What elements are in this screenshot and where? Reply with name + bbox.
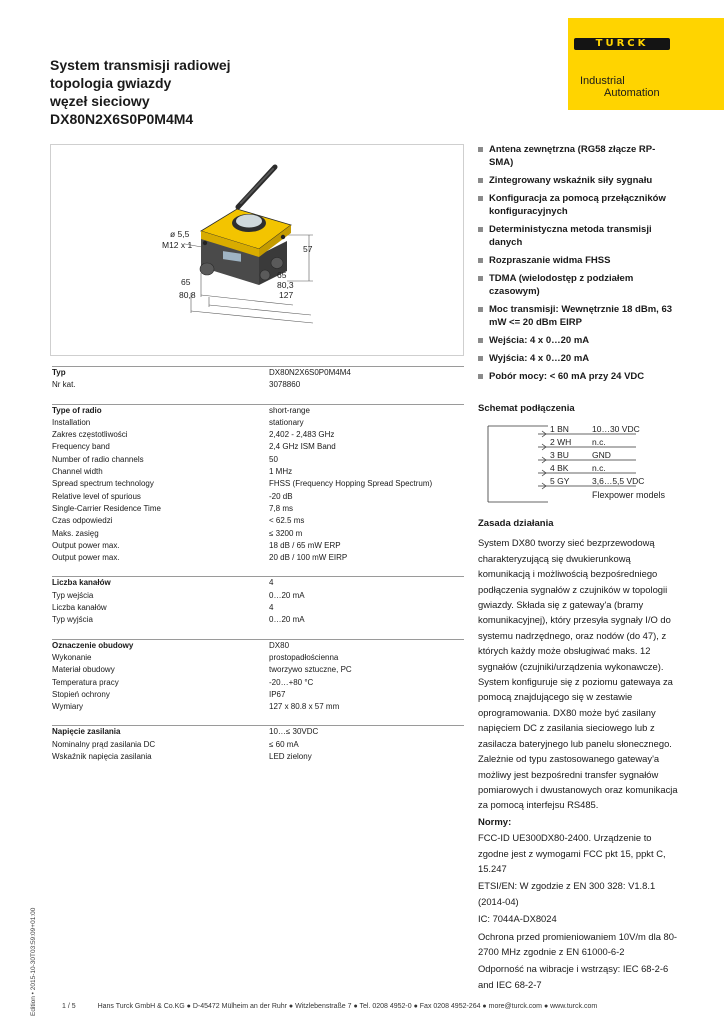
- spec-label: Type of radio: [52, 405, 102, 415]
- spec-label: Temperatura pracy: [52, 677, 119, 687]
- spec-value: 127 x 80.8 x 57 mm: [269, 702, 340, 712]
- dim-65-right: 65: [277, 270, 287, 280]
- spec-label: Typ: [52, 368, 66, 377]
- spec-value: stationary: [269, 417, 304, 427]
- spec-label: Czas odpowiedzi: [52, 516, 113, 526]
- spec-group: [52, 576, 464, 626]
- product-image: [51, 145, 464, 356]
- pin-label: 2 WH: [550, 437, 572, 447]
- pin-signal: n.c.: [592, 437, 606, 447]
- spec-label: Frequency band: [52, 442, 110, 452]
- spec-value: 2,402 - 2,483 GHz: [269, 430, 335, 440]
- spec-label: Output power max.: [52, 553, 120, 563]
- spec-row: [52, 515, 464, 527]
- spec-value: 18 dB / 65 mW ERP: [269, 540, 341, 550]
- spec-row: [52, 417, 464, 429]
- pin-signal: n.c.: [592, 463, 606, 473]
- norms-title: Normy:: [478, 816, 512, 828]
- spec-row: [52, 367, 464, 379]
- spec-value: tworzywo sztuczne, PC: [269, 665, 352, 675]
- spec-group: [52, 639, 464, 714]
- dim-80-8: 80,8: [179, 290, 196, 300]
- product-title: [50, 56, 370, 128]
- spec-value: 4: [269, 578, 274, 588]
- pin-label: 1 BN: [550, 424, 569, 434]
- spec-value: 1 MHz: [269, 467, 293, 477]
- spec-row: [52, 454, 464, 466]
- dim-65-left: 65: [181, 277, 191, 287]
- brand-tagline-line2: Automation: [604, 87, 660, 99]
- norm-item: Ochrona przed promieniowaniem 10V/m dla 80-2700 MHz zgodnie z EN 61000-6-2: [478, 930, 678, 957]
- dim-thread: M12 x 1: [162, 240, 193, 250]
- spec-label: Typ wejścia: [52, 590, 94, 600]
- spec-label: Liczba kanałów: [52, 578, 111, 588]
- feature-item: Pobór mocy: < 60 mA przy 24 VDC: [478, 370, 678, 383]
- spec-label: Stopień ochrony: [52, 689, 110, 699]
- spec-value: short-range: [269, 405, 310, 415]
- title-line: węzeł sieciowy: [50, 93, 150, 109]
- spec-row: [52, 379, 464, 391]
- spec-value: ≤ 3200 m: [269, 528, 303, 538]
- spec-label: Napięcie zasilania: [52, 727, 121, 737]
- edition-stamp: Edition • 2015-10-30T03:59:09+01:00: [30, 907, 37, 1016]
- dim-height: 57: [303, 244, 313, 254]
- title-line: System transmisji radiowej: [50, 57, 231, 73]
- spec-value: 7,8 ms: [269, 503, 294, 513]
- pin-signal: 3,6…5,5 VDC: [592, 476, 645, 486]
- spec-value: prostopadłościenna: [269, 652, 339, 662]
- spec-row: [52, 614, 464, 626]
- principle-title: Zasada działania: [478, 518, 554, 529]
- feature-item: TDMA (wielodostęp z podziałem czasowym): [478, 272, 678, 298]
- spec-value: 3078860: [269, 380, 301, 390]
- spec-row: [52, 528, 464, 540]
- spec-value: 4: [269, 603, 274, 613]
- brand-tagline-line1: Industrial: [580, 75, 625, 87]
- spec-value: LED zielony: [269, 752, 312, 762]
- spec-row: [52, 429, 464, 441]
- spec-row: [52, 602, 464, 614]
- spec-value: 2,4 GHz ISM Band: [269, 442, 336, 452]
- spec-value: < 62.5 ms: [269, 516, 305, 526]
- company-contact: Hans Turck GmbH & Co.KG ● D-45472 Mülheim an der Ruhr ● Witzlebenstraße 7 ● Tel. 0208 4952-0 ● Fax 0208 4952-264 ● more@turck.com ● www.turck.com: [97, 1003, 598, 1010]
- spec-row: [52, 503, 464, 515]
- spec-row: [52, 491, 464, 503]
- spec-value: IP67: [269, 689, 286, 699]
- spec-row: [52, 405, 464, 417]
- spec-label: Relative level of spurious: [52, 491, 141, 501]
- spec-label: Output power max.: [52, 540, 120, 550]
- spec-row: [52, 478, 464, 490]
- wiring-title: Schemat podłączenia: [478, 403, 575, 414]
- spec-label: Liczba kanałów: [52, 603, 107, 613]
- spec-row: [52, 701, 464, 713]
- norm-item: ETSI/EN: W zgodzie z EN 300 328: V1.8.1 (2014-04): [478, 880, 656, 907]
- wiring-caption: Flexpower models: [592, 490, 666, 500]
- feature-item: Wejścia: 4 x 0…20 mA: [478, 334, 678, 347]
- feature-item: Antena zewnętrzna (RG58 złącze RP-SMA): [478, 143, 678, 169]
- spec-value: -20 dB: [269, 491, 293, 501]
- norm-item: IC: 7044A-DX8024: [478, 913, 557, 925]
- pin-signal: GND: [592, 450, 611, 460]
- spec-row: [52, 739, 464, 751]
- spec-row: [52, 751, 464, 763]
- spec-value: 10…≤ 30VDC: [269, 727, 319, 737]
- page-footer: [62, 1003, 597, 1010]
- norm-item: FCC-ID UE300DX80-2400. Urządzenie to zgodne jest z wymogami FCC pkt 15, ppkt C, 15.247: [478, 832, 666, 874]
- spec-label: Materiał obudowy: [52, 665, 115, 675]
- spec-value: DX80N2X6S0P0M4M4: [269, 368, 351, 377]
- spec-row: [52, 726, 464, 738]
- spec-row: [52, 689, 464, 701]
- spec-value: 50: [269, 454, 278, 464]
- title-line: DX80N2X6S0P0M4M4: [50, 111, 194, 127]
- wiring-diagram: [486, 418, 676, 510]
- principle-body: System DX80 tworzy sieć bezprzewodową charakteryzującą się dwukierunkową komunikacją i możliwością bezpośredniego podłączenia sygnałów z czujników w topologii gwiazdy. Składa się z gateway'a (bramy komunikacyjnej), który przesyła sygnały I/O do systemu nadrzędnego, oraz nodów (do 47), z których każdy może obsługiwać maks. 12 sygnałów (czujniki/urządzenia wykonawcze). System konfiguruje się z poziomu gatewaya za pomocą znajdującego się w zestawie oprogramowania. DX80 może być zasilany napięciem DC z zasilania sieciowego lub z zasilacza bateryjnego lub panelu słonecznego. Zależnie od typu zastosowanego gateway'a możliwy jest bezpośredni transfer sygnałów pomiarowych i dwustanowych oraz komunikacja za pomocą interfejsu RS485.: [478, 537, 678, 811]
- spec-value: DX80: [269, 640, 290, 650]
- spec-label: Nominalny prąd zasilania DC: [52, 739, 156, 749]
- spec-value: 0…20 mA: [269, 590, 305, 600]
- feature-item: Konfiguracja za pomocą przełączników konfiguracyjnych: [478, 192, 678, 218]
- dim-hole: ø 5,5: [170, 229, 190, 239]
- spec-value: 20 dB / 100 mW EIRP: [269, 553, 348, 563]
- feature-item: Deterministyczna metoda transmisji danych: [478, 223, 678, 249]
- norm-item: Odporność na wibracje i wstrząsy: IEC 68-2-6 and IEC 68-2-7: [478, 963, 669, 990]
- spec-row: [52, 577, 464, 589]
- dim-127: 127: [279, 290, 294, 300]
- feature-item: Moc transmisji: Wewnętrznie 18 dBm, 63 mW <= 20 dBm EIRP: [478, 303, 678, 329]
- dim-80-3: 80,3: [277, 280, 294, 290]
- spec-label: Maks. zasięg: [52, 528, 99, 538]
- feature-item: Wyjścia: 4 x 0…20 mA: [478, 352, 678, 365]
- spec-row: [52, 441, 464, 453]
- spec-row: [52, 677, 464, 689]
- pin-signal: 10…30 VDC: [592, 424, 640, 434]
- title-line: topologia gwiazdy: [50, 75, 172, 91]
- page-number: 1 / 5: [62, 1003, 76, 1010]
- spec-label: Zakres częstotliwości: [52, 430, 128, 440]
- spec-label: Wymiary: [52, 702, 84, 712]
- spec-label: Typ wyjścia: [52, 615, 93, 625]
- spec-value: -20…+80 °C: [269, 677, 314, 687]
- spec-row: [52, 664, 464, 676]
- spec-label: Number of radio channels: [52, 454, 144, 464]
- feature-item: Zintegrowany wskaźnik siły sygnału: [478, 174, 678, 187]
- spec-label: Wskaźnik napięcia zasilania: [52, 752, 152, 762]
- spec-value: ≤ 60 mA: [269, 739, 299, 749]
- feature-item: Rozpraszanie widma FHSS: [478, 254, 678, 267]
- spec-row: [52, 652, 464, 664]
- spec-label: Nr kat.: [52, 380, 76, 390]
- pin-label: 5 GY: [550, 476, 570, 486]
- spec-group: [52, 725, 464, 763]
- spec-label: Oznaczenie obudowy: [52, 640, 134, 650]
- spec-row: [52, 540, 464, 552]
- spec-table: [52, 366, 464, 775]
- spec-label: Single-Carrier Residence Time: [52, 503, 161, 513]
- spec-row: [52, 590, 464, 602]
- spec-label: Spread spectrum technology: [52, 479, 154, 489]
- product-drawing: [50, 144, 464, 356]
- spec-label: Channel width: [52, 467, 103, 477]
- spec-label: Wykonanie: [52, 652, 92, 662]
- turck-logo: TURCK: [574, 38, 670, 50]
- spec-group: [52, 366, 464, 392]
- pin-label: 3 BU: [550, 450, 569, 460]
- pin-label: 4 BK: [550, 463, 569, 473]
- feature-list: [478, 143, 678, 388]
- spec-group: [52, 404, 464, 565]
- spec-label: Installation: [52, 417, 91, 427]
- spec-row: [52, 640, 464, 652]
- spec-row: [52, 466, 464, 478]
- spec-value: FHSS (Frequency Hopping Spread Spectrum): [269, 479, 433, 489]
- operating-principle: [478, 516, 678, 992]
- spec-row: [52, 552, 464, 564]
- spec-value: 0…20 mA: [269, 615, 305, 625]
